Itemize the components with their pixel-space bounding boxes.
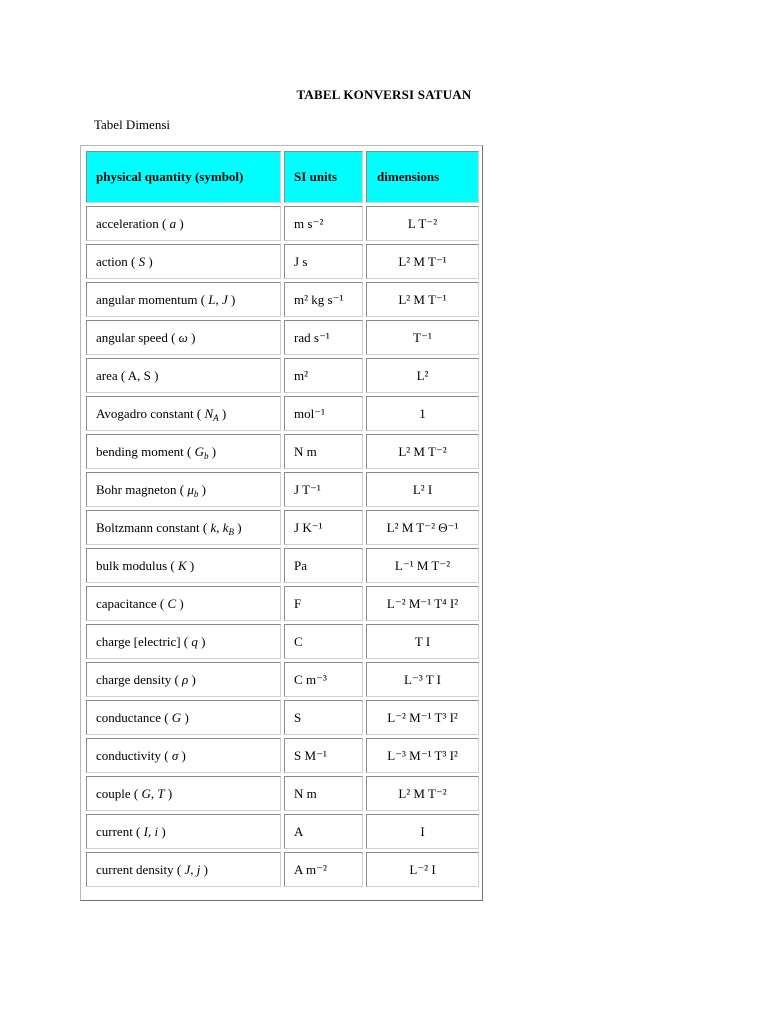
table-row bbox=[86, 776, 479, 811]
cell-si-units: N m bbox=[284, 434, 363, 469]
cell-si-units: F bbox=[284, 586, 363, 621]
cell-dimensions: L² I bbox=[366, 472, 479, 507]
cell-si-units: A m⁻² bbox=[284, 852, 363, 887]
table-row bbox=[86, 396, 479, 431]
cell-physical-quantity: conductivity ( σ ) bbox=[86, 738, 281, 773]
dimension-table-frame bbox=[80, 145, 483, 901]
cell-physical-quantity: couple ( G, T ) bbox=[86, 776, 281, 811]
table-row bbox=[86, 472, 479, 507]
table-body bbox=[86, 206, 479, 887]
cell-si-units: S M⁻¹ bbox=[284, 738, 363, 773]
table-row bbox=[86, 662, 479, 697]
cell-physical-quantity: Bohr magneton ( $\mu_b$ ) bbox=[86, 472, 281, 507]
cell-dimensions: L⁻² I bbox=[366, 852, 479, 887]
header-physical-quantity: physical quantity (symbol) bbox=[86, 151, 281, 203]
cell-physical-quantity: current density ( J, j ) bbox=[86, 852, 281, 887]
table-row bbox=[86, 206, 479, 241]
table-row bbox=[86, 738, 479, 773]
table-row bbox=[86, 624, 479, 659]
cell-dimensions: 1 bbox=[366, 396, 479, 431]
cell-physical-quantity: Avogadro constant ( $N_A$ ) bbox=[86, 396, 281, 431]
cell-si-units: m² bbox=[284, 358, 363, 393]
table-row bbox=[86, 282, 479, 317]
page-title: TABEL KONVERSI SATUAN bbox=[296, 87, 472, 102]
cell-physical-quantity: capacitance ( C ) bbox=[86, 586, 281, 621]
cell-dimensions: T I bbox=[366, 624, 479, 659]
cell-dimensions: L² M T⁻¹ bbox=[366, 244, 479, 279]
cell-si-units: A bbox=[284, 814, 363, 849]
cell-dimensions: L⁻³ M⁻¹ T³ I² bbox=[366, 738, 479, 773]
table-row bbox=[86, 320, 479, 355]
cell-physical-quantity: area ( A, S ) bbox=[86, 358, 281, 393]
cell-dimensions: L⁻² M⁻¹ T³ I² bbox=[366, 700, 479, 735]
cell-si-units: m s⁻² bbox=[284, 206, 363, 241]
cell-dimensions: L² M T⁻² Θ⁻¹ bbox=[366, 510, 479, 545]
header-si-units: SI units bbox=[284, 151, 363, 203]
cell-dimensions: L² M T⁻² bbox=[366, 434, 479, 469]
table-row bbox=[86, 358, 479, 393]
table-row bbox=[86, 244, 479, 279]
cell-si-units: S bbox=[284, 700, 363, 735]
cell-physical-quantity: angular speed ( ω ) bbox=[86, 320, 281, 355]
cell-physical-quantity: bending moment ( $G_b$ ) bbox=[86, 434, 281, 469]
cell-dimensions: L⁻² M⁻¹ T⁴ I² bbox=[366, 586, 479, 621]
cell-si-units: J K⁻¹ bbox=[284, 510, 363, 545]
cell-dimensions: I bbox=[366, 814, 479, 849]
cell-si-units: J s bbox=[284, 244, 363, 279]
cell-dimensions: L² bbox=[366, 358, 479, 393]
cell-physical-quantity: charge density ( ρ ) bbox=[86, 662, 281, 697]
cell-si-units: rad s⁻¹ bbox=[284, 320, 363, 355]
table-row bbox=[86, 700, 479, 735]
cell-dimensions: T⁻¹ bbox=[366, 320, 479, 355]
cell-si-units: J T⁻¹ bbox=[284, 472, 363, 507]
cell-si-units: N m bbox=[284, 776, 363, 811]
cell-si-units: C m⁻³ bbox=[284, 662, 363, 697]
cell-dimensions: L⁻¹ M T⁻² bbox=[366, 548, 479, 583]
cell-physical-quantity: Boltzmann constant ( k, $k_B$ ) bbox=[86, 510, 281, 545]
cell-physical-quantity: acceleration ( a ) bbox=[86, 206, 281, 241]
table-row bbox=[86, 814, 479, 849]
cell-dimensions: L² M T⁻¹ bbox=[366, 282, 479, 317]
table-row bbox=[86, 852, 479, 887]
cell-physical-quantity: charge [electric] ( q ) bbox=[86, 624, 281, 659]
cell-physical-quantity: current ( I, i ) bbox=[86, 814, 281, 849]
header-dimensions: dimensions bbox=[366, 151, 479, 203]
page-subtitle: Tabel Dimensi bbox=[94, 117, 170, 132]
cell-dimensions: L² M T⁻² bbox=[366, 776, 479, 811]
cell-physical-quantity: bulk modulus ( K ) bbox=[86, 548, 281, 583]
table-row bbox=[86, 586, 479, 621]
cell-dimensions: L⁻³ T I bbox=[366, 662, 479, 697]
cell-si-units: Pa bbox=[284, 548, 363, 583]
dimension-table bbox=[83, 148, 482, 890]
cell-si-units: mol⁻¹ bbox=[284, 396, 363, 431]
cell-physical-quantity: conductance ( G ) bbox=[86, 700, 281, 735]
cell-si-units: C bbox=[284, 624, 363, 659]
table-row bbox=[86, 434, 479, 469]
cell-physical-quantity: action ( S ) bbox=[86, 244, 281, 279]
cell-si-units: m² kg s⁻¹ bbox=[284, 282, 363, 317]
table-row bbox=[86, 510, 479, 545]
table-row bbox=[86, 548, 479, 583]
table-header-row bbox=[86, 151, 479, 203]
cell-dimensions: L T⁻² bbox=[366, 206, 479, 241]
cell-physical-quantity: angular momentum ( L, J ) bbox=[86, 282, 281, 317]
